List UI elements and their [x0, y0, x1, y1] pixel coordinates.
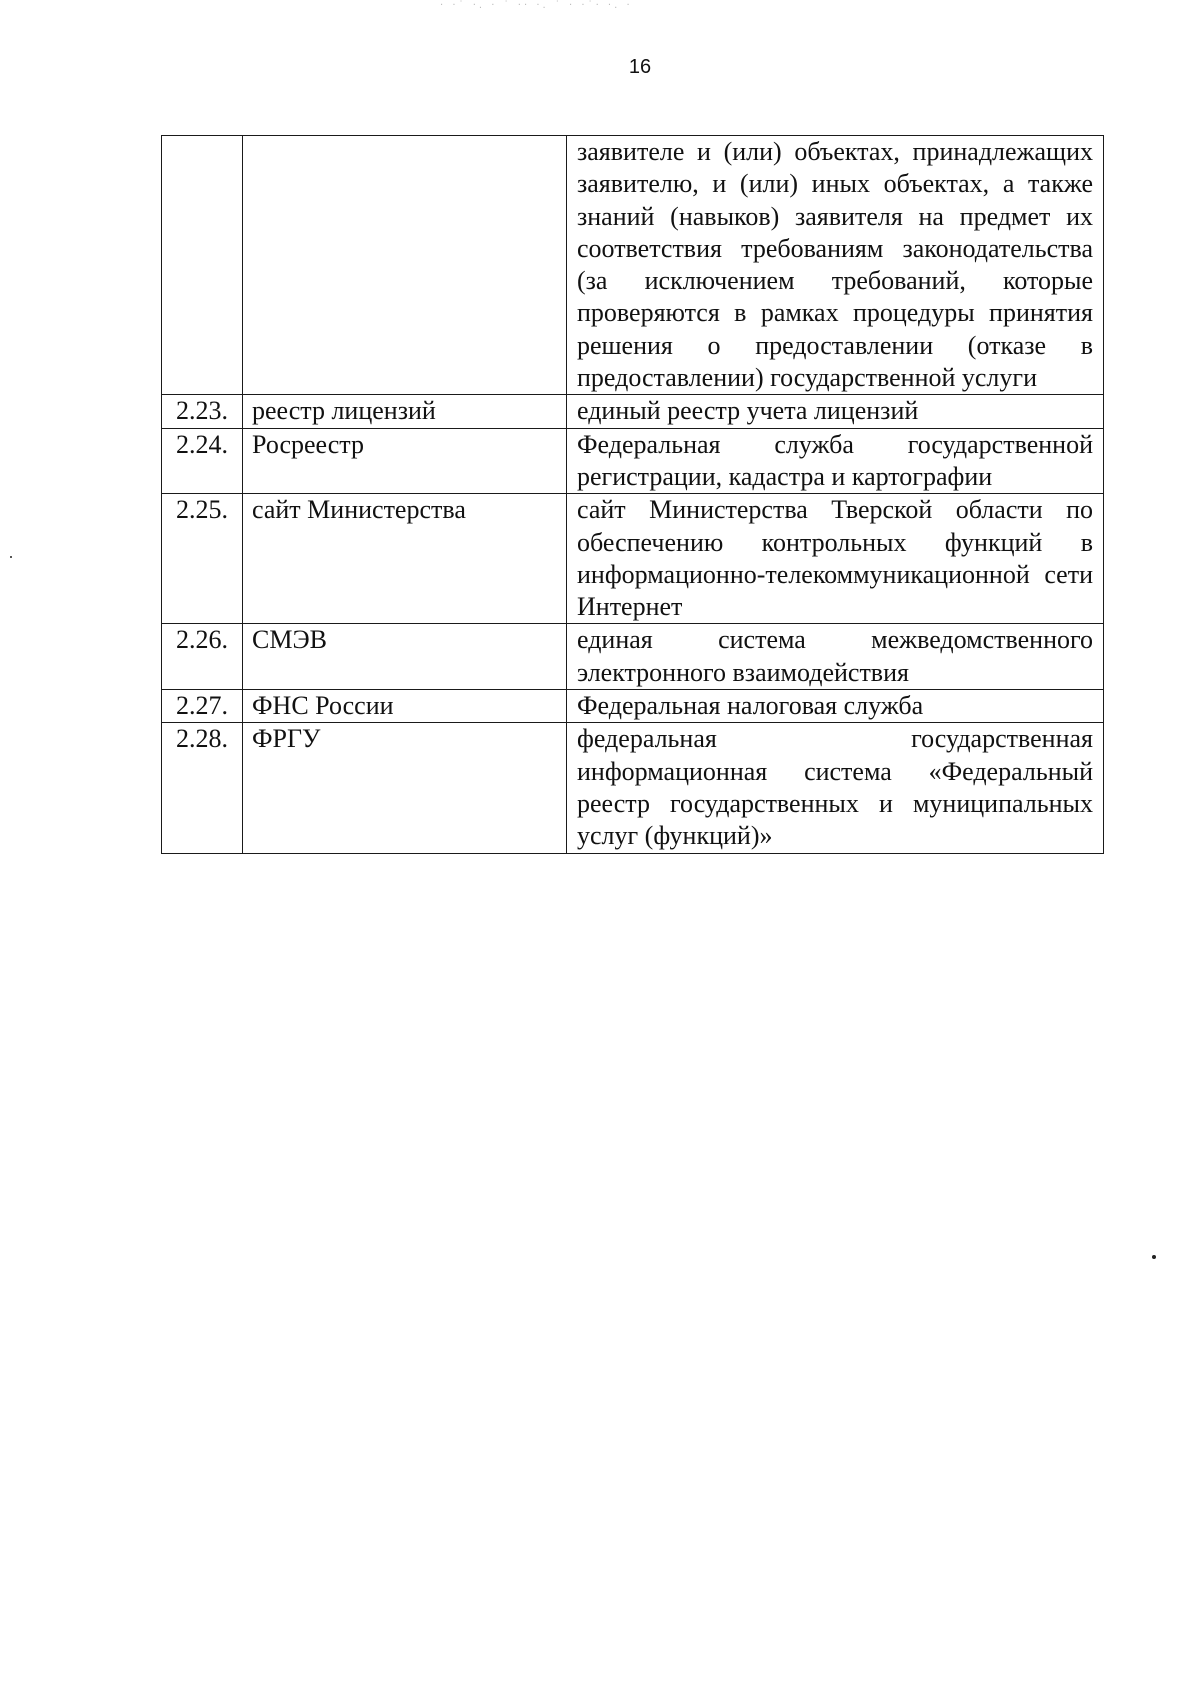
- row-number: 2.27.: [162, 690, 243, 723]
- table-row: [162, 395, 1104, 428]
- term-definition: Федеральная налоговая служба: [567, 690, 1104, 723]
- scan-speck: [1152, 1255, 1156, 1259]
- terms-table: [161, 135, 1104, 854]
- term-abbreviation: реестр лицензий: [243, 395, 567, 428]
- table-row: [162, 136, 1104, 395]
- table-row: [162, 690, 1104, 723]
- scan-speck: [10, 556, 12, 558]
- scan-artifact: · ·˙ ·. · ˙ ·· ·. ˙ · ·˙· ·. ·: [440, 0, 633, 11]
- term-abbreviation: СМЭВ: [243, 624, 567, 690]
- term-abbreviation: [243, 136, 567, 395]
- page-number: 16: [628, 56, 652, 78]
- term-definition: федеральная государственная информационная система «Федеральный реестр государственных и муниципальных услуг (функций)»: [567, 723, 1104, 853]
- table-row: [162, 494, 1104, 624]
- row-number: 2.24.: [162, 428, 243, 494]
- table-row: [162, 723, 1104, 853]
- table-row: [162, 624, 1104, 690]
- row-number: 2.26.: [162, 624, 243, 690]
- row-number: 2.28.: [162, 723, 243, 853]
- term-abbreviation: ФРГУ: [243, 723, 567, 853]
- term-definition: единый реестр учета лицензий: [567, 395, 1104, 428]
- term-definition: сайт Министерства Тверской области по обеспечению контрольных функций в информационно-телекоммуникационной сети Интернет: [567, 494, 1104, 624]
- row-number: [162, 136, 243, 395]
- table-row: [162, 428, 1104, 494]
- term-abbreviation: Росреестр: [243, 428, 567, 494]
- term-definition: единая система межведомственного электронного взаимодействия: [567, 624, 1104, 690]
- row-number: 2.25.: [162, 494, 243, 624]
- term-abbreviation: ФНС России: [243, 690, 567, 723]
- row-number: 2.23.: [162, 395, 243, 428]
- term-definition: заявителе и (или) объектах, принадлежащих заявителю, и (или) иных объектах, а также знаний (навыков) заявителя на предмет их соответствия требованиям законодательства (за исключением требований, которые проверяются в рамках процедуры принятия решения о предоставлении (отказе в предоставлении) государственной услуги: [567, 136, 1104, 395]
- term-definition: Федеральная служба государственной регистрации, кадастра и картографии: [567, 428, 1104, 494]
- term-abbreviation: сайт Министерства: [243, 494, 567, 624]
